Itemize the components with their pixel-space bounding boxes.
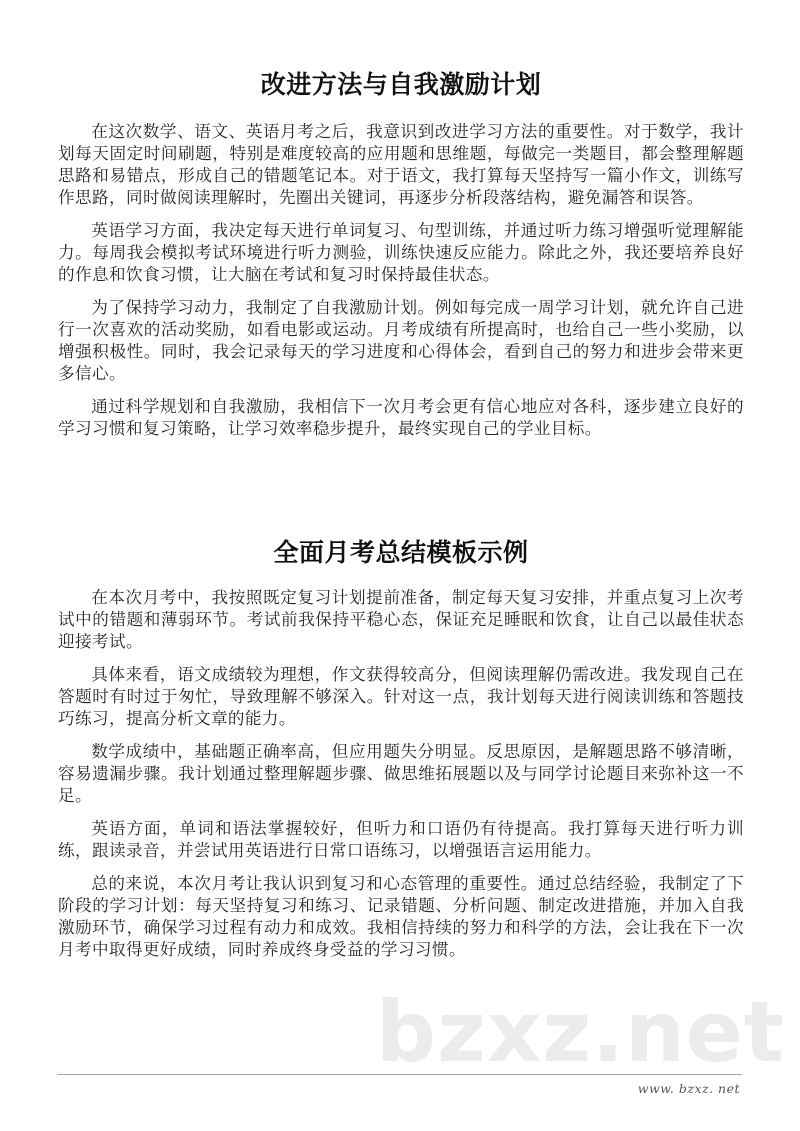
paragraph: 在这次数学、语文、英语月考之后，我意识到改进学习方法的重要性。对于数学，我计划每天固定时间刷题，特别是难度较高的应用题和思维题，每做完一类题目，都会整理解题思路和易错点，形成自己的错题笔记本。对于语文，我打算每天坚持写一篇小作文，训练写作思路，同时做阅读理解时，先圈出关键词，再逐步分析段落结构，避免漏答和误答。 <box>58 122 744 207</box>
paragraph: 在本次月考中，我按照既定复习计划提前准备，制定每天复习安排，并重点复习上次考试中的错题和薄弱环节。考试前我保持平稳心态，保证充足睡眠和饮食，让自己以最佳状态迎接考试。 <box>58 588 744 651</box>
watermark-logo: bzxz.net <box>376 983 785 1081</box>
footer-divider <box>57 1074 742 1075</box>
section-improvement-plan <box>58 68 744 440</box>
section-title: 全面月考总结模板示例 <box>273 538 529 567</box>
paragraph: 为了保持学习动力，我制定了自我激励计划。例如每完成一周学习计划，就允许自己进行一次喜欢的活动奖励，如看电影或运动。月考成绩有所提高时，也给自己一些小奖励，以增强积极性。同时，我会记录每天的学习进度和心得体会，看到自己的努力和进步会带来更多信心。 <box>58 298 744 383</box>
section-title: 改进方法与自我激励计划 <box>260 70 542 99</box>
paragraph: 通过科学规划和自我激励，我相信下一次月考会更有信心地应对各科，逐步建立良好的学习习惯和复习策略，让学习效率稳步提升，最终实现自己的学业目标。 <box>58 397 744 438</box>
paragraph: 总的来说，本次月考让我认识到复习和心态管理的重要性。通过总结经验，我制定了下阶段的学习计划：每天坚持复习和练习、记录错题、分析问题、制定改进措施，并加入自我激励环节，确保学习过程有动力和成效。我相信持续的努力和科学的方法，会让我在下一次月考中取得更好成绩，同时养成终身受益的学习习惯。 <box>58 874 744 959</box>
footer-url: www. bzxz. net <box>637 1081 740 1096</box>
paragraph: 具体来看，语文成绩较为理想，作文获得较高分，但阅读理解仍需改进。我发现自己在答题时有时过于匆忙，导致理解不够深入。针对这一点，我计划每天进行阅读训练和答题技巧练习，提高分析文章的能力。 <box>58 665 744 728</box>
paragraph: 数学成绩中，基础题正确率高，但应用题失分明显。反思原因，是解题思路不够清晰，容易遗漏步骤。我计划通过整理解题步骤、做思维拓展题以及与同学讨论题目来弥补这一不足。 <box>58 742 744 805</box>
paragraph: 英语方面，单词和语法掌握较好，但听力和口语仍有待提高。我打算每天进行听力训练，跟读录音，并尝试用英语进行日常口语练习，以增强语言运用能力。 <box>58 819 744 860</box>
paragraph: 英语学习方面，我决定每天进行单词复习、句型训练，并通过听力练习增强听觉理解能力。每周我会模拟考试环境进行听力测验，训练快速反应能力。除此之外，我还要培养良好的作息和饮食习惯，让大脑在考试和复习时保持最佳状态。 <box>58 221 744 284</box>
section-monthly-exam-summary <box>58 536 744 961</box>
